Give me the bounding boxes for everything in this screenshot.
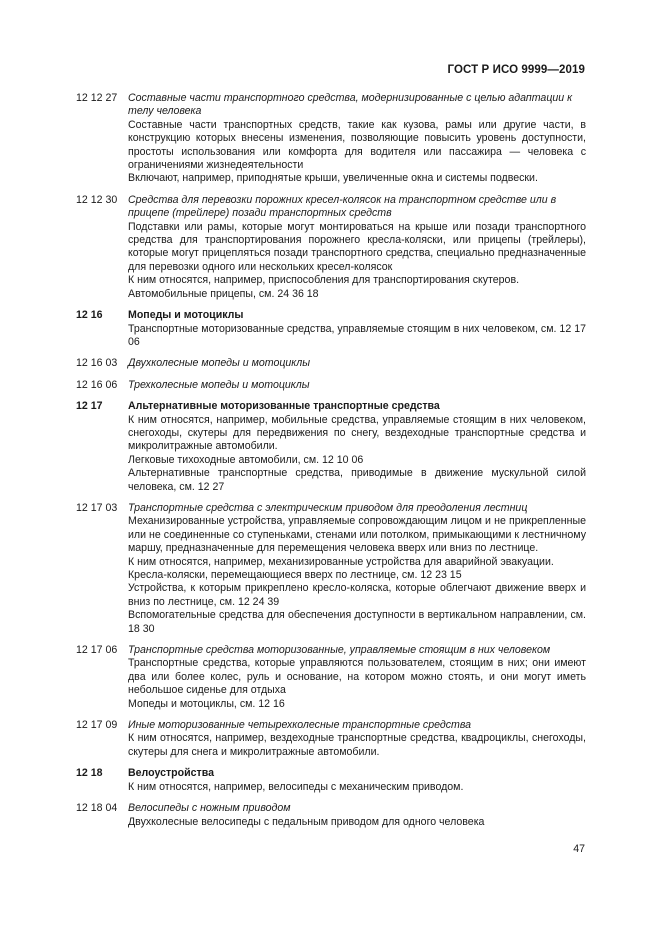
entry-title: Иные моторизованные четырехколесные транспортные средства (128, 719, 472, 732)
entry-text: К ним относятся, например, механизированные устройства для аварийной эвакуации. (128, 555, 554, 568)
entry-text: Автомобильные прицепы, см. 24 36 18 (128, 287, 319, 300)
entry-code: 12 18 04 (76, 802, 118, 815)
entry-text: Транспортные средства, которые управляются пользователем, стоящим в них; они имеют два или более колес, руль и основание, на котором можно стоять, и они могут иметь небольшое сиденье для отдыха (128, 657, 586, 697)
entry-title: Двухколесные мопеды и мотоциклы (128, 357, 311, 370)
entry-text: Двухколесные велосипеды с педальным приводом для одного человека (128, 815, 485, 828)
entry-code: 12 17 09 (76, 719, 118, 732)
entry (76, 644, 586, 711)
entry (76, 379, 586, 392)
entry-text: Механизированные устройства, управляемые сопровождающим лицом и не прикрепленные или не соединенные со ступеньками, стенами или потолком, примыкающими к лестничному маршу, предназначенные для перемещения человека вверх или вниз по лестнице. (128, 515, 586, 555)
entry-text: Мопеды и мотоциклы, см. 12 16 (128, 697, 285, 710)
entry-code: 12 17 (76, 400, 103, 413)
entry-text: К ним относятся, например, вездеходные транспортные средства, квадроциклы, снегоходы, скутеры для снега и микролитражные автомобили. (128, 732, 586, 758)
page-content (76, 92, 586, 837)
entry-text: Устройства, к которым прикреплено кресло-коляска, которые облегчают движение вверх и вниз по лестнице, см. 12 24 39 (128, 582, 586, 608)
entry-title: Транспортные средства моторизованные, управляемые стоящим в них человеком (128, 644, 551, 657)
entry-code: 12 18 (76, 767, 103, 780)
entry-text: К ним относятся, например, велосипеды с механическим приводом. (128, 780, 464, 793)
entry-text: Включают, например, приподнятые крыши, увеличенные окна и системы подвески. (128, 172, 538, 185)
entry-text: К ним относятся, например, мобильные средства, управляемые стоящим в них человеком, снегоходы, скутеры для передвижения по снегу, вездеходные транспортные средства и микролитражные автомобили. (128, 413, 586, 453)
document-header (0, 64, 585, 76)
entry (76, 400, 586, 494)
entry (76, 767, 586, 794)
page-number: 47 (573, 843, 585, 855)
entry-title: Мопеды и мотоциклы (128, 309, 244, 322)
entry (76, 502, 586, 636)
entry (76, 92, 586, 186)
entry-code: 12 16 06 (76, 378, 118, 391)
entry-title: Велосипеды с ножным приводом (128, 802, 291, 815)
entry-code: 12 17 03 (76, 501, 118, 514)
entry-code: 12 17 06 (76, 644, 118, 657)
entry (76, 309, 586, 349)
entry-text: Вспомогательные средства для обеспечения доступности в вертикальном направлении, см. 18 30 (128, 609, 586, 635)
entry-title: Средства для перевозки порожних кресел-колясок на транспортном средстве или в прицепе (трейлере) позади транспортных средств (128, 193, 557, 220)
entry (76, 357, 586, 370)
entry-title: Транспортные средства с электрическим приводом для преодоления лестниц (128, 501, 528, 514)
entry (76, 194, 586, 301)
entry-code: 12 12 30 (76, 193, 118, 206)
entry (76, 719, 586, 759)
entry-title: Составные части транспортного средства, модернизированные с целью адаптации к телу человека (128, 92, 573, 118)
entry-text: Легковые тихоходные автомобили, см. 12 10 06 (128, 453, 364, 466)
entry-text: К ним относятся, например, приспособления для транспортирования скутеров. (128, 274, 520, 287)
entry-text: Подставки или рамы, которые могут монтироваться на крыше или позади транспортного средства для транспортирования порожнего кресла-коляски, или прицепы (трейлеры), которые могут прицепляться позади транспортного средства, специально предназначенные для перевозки одного или нескольких кресел-колясок (128, 220, 586, 273)
entry-text: Составные части транспортных средств, такие как кузова, рамы или другие части, в конструкцию которых внесены изменения, позволяющие повысить уровень доступности, простоты использования или комфорта для водителя или пассажира — человека с ограничениями жизнедеятельности (128, 118, 586, 172)
entry-text: Транспортные моторизованные средства, управляемые стоящим в них человеком, см. 12 17 06 (128, 322, 586, 348)
document-id: ГОСТ Р ИСО 9999—2019 (447, 64, 585, 76)
entry-code: 12 12 27 (76, 92, 118, 104)
entry-title: Трехколесные мопеды и мотоциклы (128, 378, 310, 391)
entry-text: Кресла-коляски, перемещающиеся вверх по лестнице, см. 12 23 15 (128, 569, 462, 581)
entry-code: 12 16 (76, 309, 103, 322)
entry-title: Альтернативные моторизованные транспортные средства (128, 400, 440, 413)
entry (76, 802, 586, 829)
entry-code: 12 16 03 (76, 357, 118, 370)
entry-title: Велоустройства (128, 767, 214, 780)
entry-text: Альтернативные транспортные средства, приводимые в движение мускульной силой человека, см. 12 27 (128, 467, 586, 493)
